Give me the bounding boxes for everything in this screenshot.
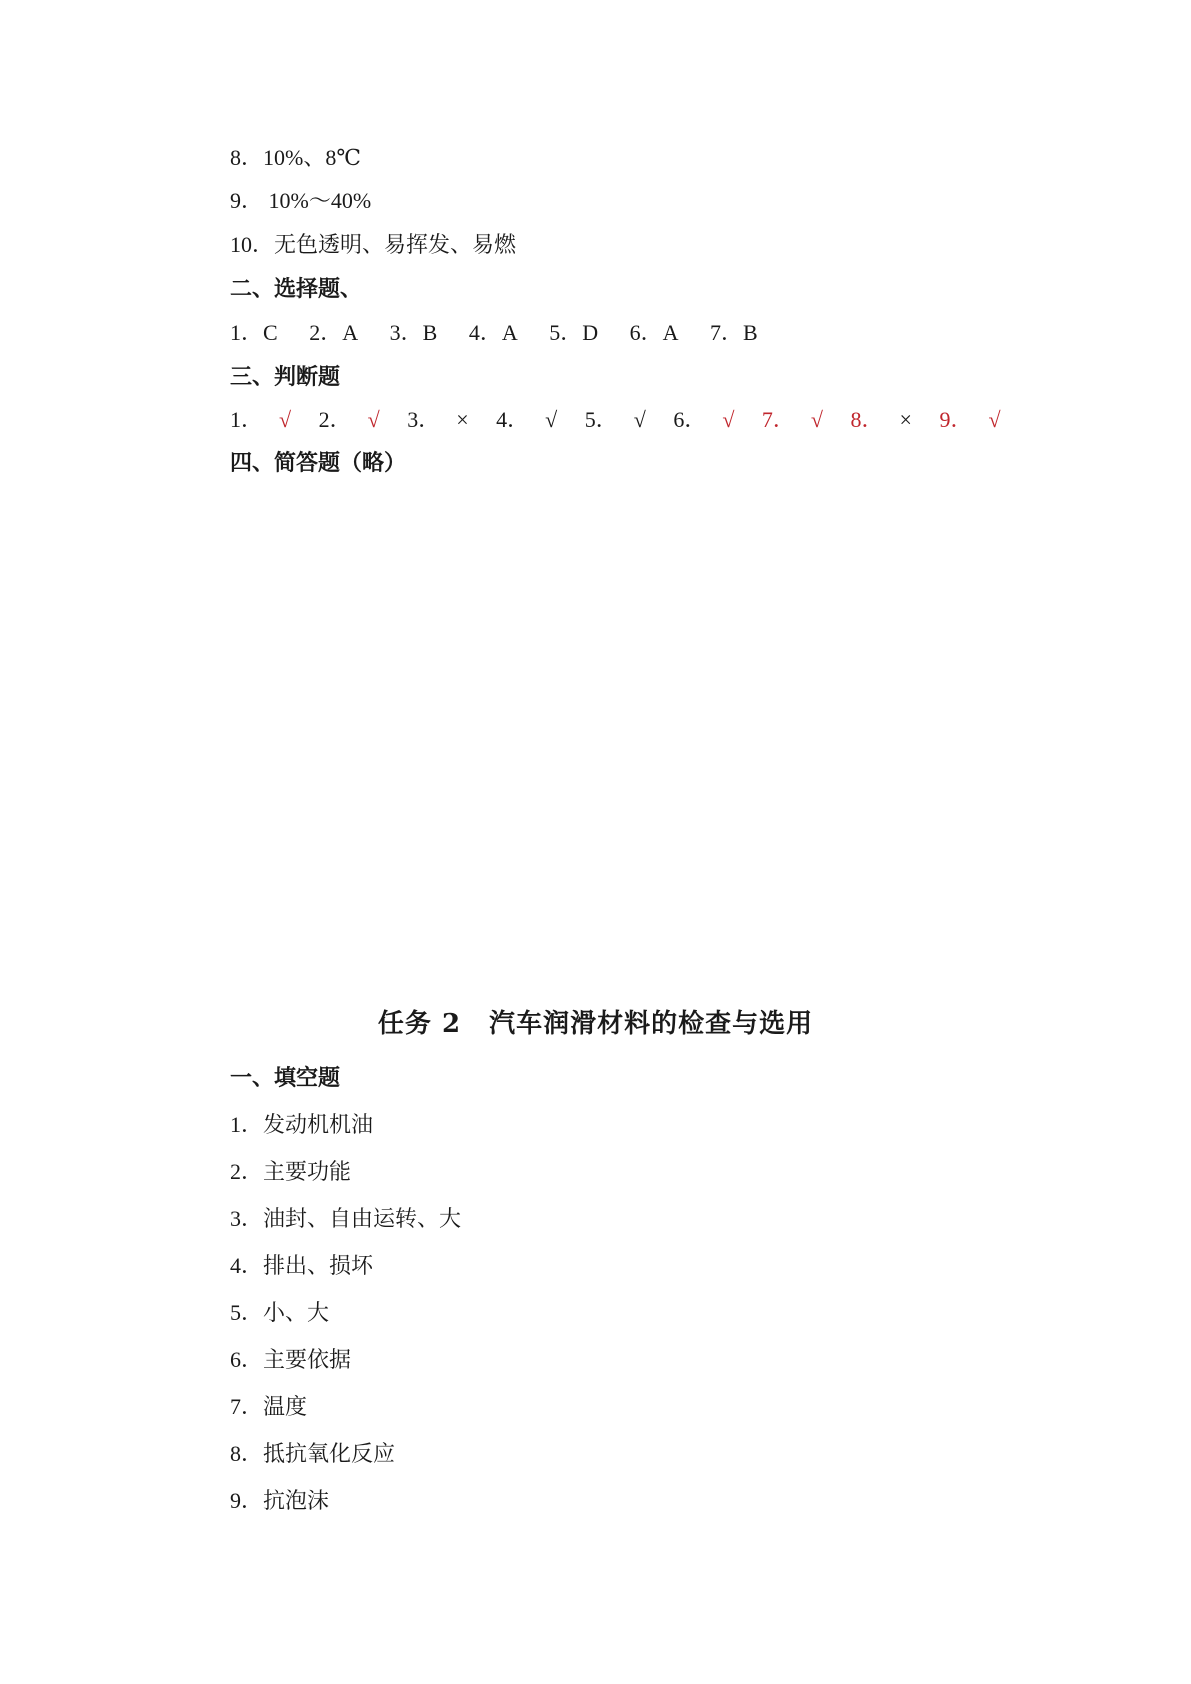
short-answer-heading: 四、简答题（略） — [230, 450, 407, 476]
line-number: 10． — [230, 232, 275, 257]
fill-line-10 — [230, 230, 516, 260]
task2-fill-line-5: 5．小、大 — [230, 1300, 330, 1325]
choice-answer-5: 5．D — [549, 320, 599, 345]
tf-answer-9: 9． √ — [939, 405, 1000, 435]
cross-mark: × — [456, 407, 469, 432]
line-answer: 无色透明、易挥发、易燃 — [274, 232, 517, 257]
task2-fill-line-2: 2．主要功能 — [230, 1159, 352, 1184]
task2-fill-line-1: 1．发动机机油 — [230, 1112, 374, 1137]
cross-mark: × — [899, 407, 912, 432]
line-answer: 10%～40% — [263, 188, 372, 213]
task2-fill-heading: 一、填空题 — [230, 1065, 341, 1091]
fill-line-8 — [230, 143, 361, 173]
task2-fill-line-3: 3．油封、自由运转、大 — [230, 1206, 462, 1231]
fill-line-9 — [230, 186, 371, 216]
choice-answers — [230, 318, 758, 348]
check-mark: √ — [279, 407, 292, 432]
check-mark: √ — [633, 407, 646, 432]
tf-answer-8: 8． × — [851, 405, 912, 435]
line-answer: 10%、8℃ — [263, 145, 361, 170]
task2-fill-line-8: 8．抵抗氧化反应 — [230, 1441, 396, 1466]
tf-answer-2: 2． √ — [319, 405, 380, 435]
task2-title-number: 任务 2 — [377, 1009, 462, 1039]
check-mark: √ — [545, 407, 558, 432]
choice-heading: 二、选择题、 — [230, 276, 363, 302]
choice-answer-1: 1．C — [230, 320, 278, 345]
tf-answers — [230, 405, 1001, 435]
tf-heading: 三、判断题 — [230, 364, 341, 390]
task2-title-text: 汽车润滑材料的检查与选用 — [489, 1009, 814, 1039]
task2-title — [0, 1003, 1191, 1040]
tf-answer-7: 7． √ — [762, 405, 823, 435]
task2-fill-line-6: 6．主要依据 — [230, 1347, 352, 1372]
tf-answer-3: 3． × — [407, 405, 468, 435]
choice-answer-4: 4．A — [468, 320, 518, 345]
line-number: 8． — [230, 145, 264, 170]
tf-answer-4: 4． √ — [496, 405, 557, 435]
tf-answer-5: 5． √ — [585, 405, 646, 435]
tf-answer-1: 1． √ — [230, 405, 291, 435]
choice-answer-7: 7．B — [710, 320, 758, 345]
line-number: 9． — [230, 188, 264, 213]
check-mark: √ — [810, 407, 823, 432]
choice-answer-6: 6．A — [629, 320, 679, 345]
check-mark: √ — [722, 407, 735, 432]
choice-answer-2: 2．A — [309, 320, 359, 345]
choice-answer-3: 3．B — [389, 320, 438, 345]
task2-fill-line-7: 7．温度 — [230, 1394, 308, 1419]
tf-answer-6: 6． √ — [673, 405, 734, 435]
task2-fill-line-4: 4．排出、损坏 — [230, 1253, 374, 1278]
check-mark: √ — [988, 407, 1001, 432]
check-mark: √ — [367, 407, 380, 432]
task2-fill-line-9: 9．抗泡沫 — [230, 1488, 330, 1513]
